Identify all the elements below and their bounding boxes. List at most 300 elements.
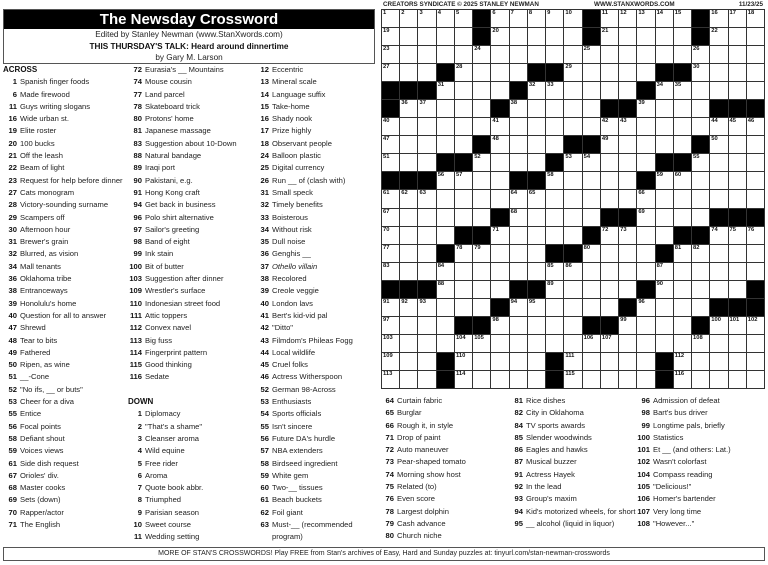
grid-cell[interactable]: [491, 172, 508, 189]
grid-cell[interactable]: [473, 64, 490, 81]
grid-cell[interactable]: [729, 64, 746, 81]
grid-cell[interactable]: [656, 28, 673, 45]
grid-cell[interactable]: [747, 353, 764, 370]
grid-cell[interactable]: [510, 118, 527, 135]
grid-cell[interactable]: [546, 227, 563, 244]
grid-cell[interactable]: [619, 281, 636, 298]
grid-cell[interactable]: [601, 353, 618, 370]
grid-cell[interactable]: [619, 154, 636, 171]
grid-cell[interactable]: [564, 100, 581, 117]
grid-cell[interactable]: [546, 10, 563, 27]
grid-cell[interactable]: [400, 335, 417, 352]
grid-cell[interactable]: [619, 118, 636, 135]
grid-cell[interactable]: [418, 299, 435, 316]
grid-cell[interactable]: [400, 154, 417, 171]
grid-cell[interactable]: [546, 136, 563, 153]
grid-cell[interactable]: [674, 335, 691, 352]
grid-cell[interactable]: [455, 335, 472, 352]
grid-cell[interactable]: [637, 227, 654, 244]
grid-cell[interactable]: [601, 299, 618, 316]
grid-cell[interactable]: [528, 371, 545, 388]
grid-cell[interactable]: [710, 227, 727, 244]
grid-cell[interactable]: [692, 281, 709, 298]
grid-cell[interactable]: [637, 46, 654, 63]
grid-cell[interactable]: [692, 245, 709, 262]
grid-cell[interactable]: [637, 64, 654, 81]
grid-cell[interactable]: [619, 46, 636, 63]
grid-cell[interactable]: [710, 136, 727, 153]
grid-cell[interactable]: [400, 299, 417, 316]
grid-cell[interactable]: [729, 245, 746, 262]
grid-cell[interactable]: [564, 190, 581, 207]
grid-cell[interactable]: [637, 209, 654, 226]
grid-cell[interactable]: [400, 245, 417, 262]
grid-cell[interactable]: [546, 172, 563, 189]
grid-cell[interactable]: [510, 335, 527, 352]
grid-cell[interactable]: [382, 317, 399, 334]
grid-cell[interactable]: [710, 28, 727, 45]
grid-cell[interactable]: [455, 136, 472, 153]
grid-cell[interactable]: [601, 82, 618, 99]
grid-cell[interactable]: [692, 172, 709, 189]
grid-cell[interactable]: [382, 64, 399, 81]
grid-cell[interactable]: [564, 209, 581, 226]
grid-cell[interactable]: [510, 371, 527, 388]
grid-cell[interactable]: [491, 64, 508, 81]
grid-cell[interactable]: [637, 136, 654, 153]
grid-cell[interactable]: [528, 335, 545, 352]
grid-cell[interactable]: [692, 335, 709, 352]
grid-cell[interactable]: [692, 100, 709, 117]
grid-cell[interactable]: [710, 10, 727, 27]
grid-cell[interactable]: [528, 245, 545, 262]
grid-cell[interactable]: [674, 353, 691, 370]
grid-cell[interactable]: [546, 190, 563, 207]
grid-cell[interactable]: [729, 10, 746, 27]
grid-cell[interactable]: [601, 190, 618, 207]
grid-cell[interactable]: [637, 245, 654, 262]
grid-cell[interactable]: [674, 281, 691, 298]
grid-cell[interactable]: [656, 263, 673, 280]
grid-cell[interactable]: [510, 227, 527, 244]
grid-cell[interactable]: [546, 281, 563, 298]
grid-cell[interactable]: [710, 371, 727, 388]
grid-cell[interactable]: [491, 46, 508, 63]
grid-cell[interactable]: [491, 263, 508, 280]
grid-cell[interactable]: [418, 245, 435, 262]
grid-cell[interactable]: [747, 118, 764, 135]
grid-cell[interactable]: [473, 118, 490, 135]
grid-cell[interactable]: [564, 154, 581, 171]
grid-cell[interactable]: [400, 100, 417, 117]
grid-cell[interactable]: [601, 335, 618, 352]
grid-cell[interactable]: [601, 245, 618, 262]
grid-cell[interactable]: [473, 245, 490, 262]
grid-cell[interactable]: [656, 209, 673, 226]
grid-cell[interactable]: [510, 190, 527, 207]
grid-cell[interactable]: [455, 209, 472, 226]
grid-cell[interactable]: [528, 209, 545, 226]
grid-cell[interactable]: [510, 46, 527, 63]
grid-cell[interactable]: [564, 172, 581, 189]
grid-cell[interactable]: [528, 317, 545, 334]
grid-cell[interactable]: [491, 353, 508, 370]
grid-cell[interactable]: [564, 317, 581, 334]
grid-cell[interactable]: [510, 299, 527, 316]
grid-cell[interactable]: [619, 28, 636, 45]
grid-cell[interactable]: [455, 245, 472, 262]
grid-cell[interactable]: [418, 353, 435, 370]
grid-cell[interactable]: [437, 227, 454, 244]
grid-cell[interactable]: [382, 299, 399, 316]
grid-cell[interactable]: [583, 245, 600, 262]
grid-cell[interactable]: [528, 299, 545, 316]
grid-cell[interactable]: [747, 227, 764, 244]
grid-cell[interactable]: [747, 136, 764, 153]
grid-cell[interactable]: [692, 299, 709, 316]
grid-cell[interactable]: [710, 245, 727, 262]
grid-cell[interactable]: [437, 28, 454, 45]
grid-cell[interactable]: [656, 299, 673, 316]
grid-cell[interactable]: [437, 118, 454, 135]
grid-cell[interactable]: [729, 172, 746, 189]
grid-cell[interactable]: [601, 10, 618, 27]
grid-cell[interactable]: [710, 190, 727, 207]
grid-cell[interactable]: [674, 245, 691, 262]
grid-cell[interactable]: [418, 335, 435, 352]
grid-cell[interactable]: [656, 190, 673, 207]
grid-cell[interactable]: [747, 154, 764, 171]
grid-cell[interactable]: [710, 281, 727, 298]
grid-cell[interactable]: [656, 46, 673, 63]
grid-cell[interactable]: [491, 82, 508, 99]
grid-cell[interactable]: [637, 317, 654, 334]
grid-cell[interactable]: [455, 118, 472, 135]
grid-cell[interactable]: [437, 100, 454, 117]
grid-cell[interactable]: [583, 335, 600, 352]
grid-cell[interactable]: [601, 154, 618, 171]
grid-cell[interactable]: [710, 82, 727, 99]
grid-cell[interactable]: [564, 299, 581, 316]
grid-cell[interactable]: [528, 263, 545, 280]
grid-cell[interactable]: [564, 64, 581, 81]
grid-cell[interactable]: [400, 136, 417, 153]
grid-cell[interactable]: [564, 353, 581, 370]
grid-cell[interactable]: [473, 46, 490, 63]
grid-cell[interactable]: [473, 281, 490, 298]
grid-cell[interactable]: [455, 299, 472, 316]
grid-cell[interactable]: [729, 335, 746, 352]
grid-cell[interactable]: [382, 371, 399, 388]
grid-cell[interactable]: [637, 28, 654, 45]
grid-cell[interactable]: [747, 190, 764, 207]
grid-cell[interactable]: [729, 28, 746, 45]
grid-cell[interactable]: [418, 371, 435, 388]
grid-cell[interactable]: [437, 209, 454, 226]
grid-cell[interactable]: [674, 136, 691, 153]
grid-cell[interactable]: [583, 154, 600, 171]
grid-cell[interactable]: [382, 263, 399, 280]
grid-cell[interactable]: [583, 190, 600, 207]
grid-cell[interactable]: [491, 28, 508, 45]
grid-cell[interactable]: [510, 28, 527, 45]
grid-cell[interactable]: [418, 263, 435, 280]
grid-cell[interactable]: [400, 118, 417, 135]
grid-cell[interactable]: [729, 82, 746, 99]
grid-cell[interactable]: [564, 10, 581, 27]
grid-cell[interactable]: [473, 172, 490, 189]
grid-cell[interactable]: [619, 353, 636, 370]
grid-cell[interactable]: [656, 82, 673, 99]
grid-cell[interactable]: [510, 245, 527, 262]
grid-cell[interactable]: [747, 28, 764, 45]
grid-cell[interactable]: [674, 371, 691, 388]
grid-cell[interactable]: [619, 317, 636, 334]
grid-cell[interactable]: [583, 299, 600, 316]
grid-cell[interactable]: [692, 154, 709, 171]
grid-cell[interactable]: [546, 263, 563, 280]
grid-cell[interactable]: [583, 46, 600, 63]
grid-cell[interactable]: [674, 82, 691, 99]
grid-cell[interactable]: [491, 136, 508, 153]
grid-cell[interactable]: [400, 209, 417, 226]
grid-cell[interactable]: [382, 209, 399, 226]
grid-cell[interactable]: [729, 46, 746, 63]
grid-cell[interactable]: [692, 82, 709, 99]
grid-cell[interactable]: [601, 118, 618, 135]
grid-cell[interactable]: [382, 118, 399, 135]
grid-cell[interactable]: [382, 190, 399, 207]
grid-cell[interactable]: [382, 136, 399, 153]
grid-cell[interactable]: [528, 227, 545, 244]
grid-cell[interactable]: [528, 28, 545, 45]
grid-cell[interactable]: [583, 100, 600, 117]
grid-cell[interactable]: [729, 190, 746, 207]
grid-cell[interactable]: [418, 317, 435, 334]
grid-cell[interactable]: [583, 82, 600, 99]
grid-cell[interactable]: [491, 245, 508, 262]
grid-cell[interactable]: [546, 46, 563, 63]
grid-cell[interactable]: [510, 10, 527, 27]
grid-cell[interactable]: [619, 82, 636, 99]
grid-cell[interactable]: [637, 263, 654, 280]
grid-cell[interactable]: [400, 263, 417, 280]
grid-cell[interactable]: [564, 263, 581, 280]
grid-cell[interactable]: [601, 263, 618, 280]
grid-cell[interactable]: [418, 46, 435, 63]
grid-cell[interactable]: [583, 371, 600, 388]
grid-cell[interactable]: [400, 28, 417, 45]
grid-cell[interactable]: [674, 172, 691, 189]
grid-cell[interactable]: [491, 118, 508, 135]
grid-cell[interactable]: [455, 82, 472, 99]
grid-cell[interactable]: [583, 353, 600, 370]
grid-cell[interactable]: [510, 64, 527, 81]
grid-cell[interactable]: [491, 281, 508, 298]
grid-cell[interactable]: [674, 46, 691, 63]
grid-cell[interactable]: [473, 263, 490, 280]
grid-cell[interactable]: [747, 10, 764, 27]
grid-cell[interactable]: [546, 335, 563, 352]
grid-cell[interactable]: [382, 154, 399, 171]
grid-cell[interactable]: [564, 335, 581, 352]
grid-cell[interactable]: [473, 353, 490, 370]
grid-cell[interactable]: [400, 371, 417, 388]
grid-cell[interactable]: [601, 28, 618, 45]
grid-cell[interactable]: [619, 371, 636, 388]
grid-cell[interactable]: [710, 335, 727, 352]
grid-cell[interactable]: [692, 353, 709, 370]
grid-cell[interactable]: [619, 245, 636, 262]
grid-cell[interactable]: [619, 263, 636, 280]
grid-cell[interactable]: [729, 371, 746, 388]
grid-cell[interactable]: [747, 46, 764, 63]
grid-cell[interactable]: [382, 353, 399, 370]
grid-cell[interactable]: [729, 136, 746, 153]
grid-cell[interactable]: [437, 335, 454, 352]
grid-cell[interactable]: [710, 118, 727, 135]
grid-cell[interactable]: [510, 100, 527, 117]
grid-cell[interactable]: [400, 64, 417, 81]
grid-cell[interactable]: [437, 46, 454, 63]
grid-cell[interactable]: [564, 46, 581, 63]
grid-cell[interactable]: [564, 281, 581, 298]
grid-cell[interactable]: [400, 46, 417, 63]
grid-cell[interactable]: [710, 46, 727, 63]
grid-cell[interactable]: [656, 100, 673, 117]
grid-cell[interactable]: [418, 154, 435, 171]
grid-cell[interactable]: [528, 118, 545, 135]
grid-cell[interactable]: [619, 64, 636, 81]
grid-cell[interactable]: [510, 154, 527, 171]
grid-cell[interactable]: [601, 172, 618, 189]
grid-cell[interactable]: [656, 317, 673, 334]
grid-cell[interactable]: [656, 136, 673, 153]
grid-cell[interactable]: [455, 28, 472, 45]
grid-cell[interactable]: [382, 227, 399, 244]
grid-cell[interactable]: [674, 10, 691, 27]
grid-cell[interactable]: [528, 100, 545, 117]
grid-cell[interactable]: [418, 118, 435, 135]
grid-cell[interactable]: [455, 353, 472, 370]
grid-cell[interactable]: [729, 154, 746, 171]
grid-cell[interactable]: [510, 136, 527, 153]
grid-cell[interactable]: [546, 118, 563, 135]
grid-cell[interactable]: [583, 172, 600, 189]
grid-cell[interactable]: [674, 100, 691, 117]
grid-cell[interactable]: [546, 28, 563, 45]
grid-cell[interactable]: [656, 118, 673, 135]
grid-cell[interactable]: [747, 371, 764, 388]
grid-cell[interactable]: [674, 28, 691, 45]
grid-cell[interactable]: [747, 263, 764, 280]
grid-cell[interactable]: [656, 281, 673, 298]
grid-cell[interactable]: [564, 82, 581, 99]
grid-cell[interactable]: [491, 371, 508, 388]
grid-cell[interactable]: [747, 245, 764, 262]
grid-cell[interactable]: [601, 227, 618, 244]
grid-cell[interactable]: [656, 10, 673, 27]
grid-cell[interactable]: [692, 371, 709, 388]
grid-cell[interactable]: [473, 299, 490, 316]
grid-cell[interactable]: [692, 190, 709, 207]
grid-cell[interactable]: [455, 281, 472, 298]
grid-cell[interactable]: [528, 82, 545, 99]
grid-cell[interactable]: [418, 227, 435, 244]
grid-cell[interactable]: [418, 190, 435, 207]
grid-cell[interactable]: [455, 46, 472, 63]
grid-cell[interactable]: [583, 263, 600, 280]
grid-cell[interactable]: [400, 317, 417, 334]
grid-cell[interactable]: [637, 10, 654, 27]
grid-cell[interactable]: [692, 64, 709, 81]
grid-cell[interactable]: [437, 299, 454, 316]
grid-cell[interactable]: [455, 64, 472, 81]
grid-cell[interactable]: [674, 209, 691, 226]
grid-cell[interactable]: [619, 190, 636, 207]
grid-cell[interactable]: [619, 10, 636, 27]
grid-cell[interactable]: [437, 190, 454, 207]
grid-cell[interactable]: [747, 82, 764, 99]
grid-cell[interactable]: [473, 190, 490, 207]
grid-cell[interactable]: [619, 172, 636, 189]
grid-cell[interactable]: [382, 335, 399, 352]
grid-cell[interactable]: [637, 118, 654, 135]
grid-cell[interactable]: [491, 335, 508, 352]
grid-cell[interactable]: [601, 64, 618, 81]
grid-cell[interactable]: [729, 281, 746, 298]
grid-cell[interactable]: [418, 64, 435, 81]
grid-cell[interactable]: [656, 172, 673, 189]
grid-cell[interactable]: [637, 299, 654, 316]
grid-cell[interactable]: [491, 154, 508, 171]
grid-cell[interactable]: [583, 118, 600, 135]
grid-cell[interactable]: [437, 136, 454, 153]
grid-cell[interactable]: [710, 64, 727, 81]
grid-cell[interactable]: [528, 10, 545, 27]
grid-cell[interactable]: [528, 353, 545, 370]
grid-cell[interactable]: [400, 190, 417, 207]
grid-cell[interactable]: [382, 245, 399, 262]
grid-cell[interactable]: [674, 263, 691, 280]
grid-cell[interactable]: [437, 82, 454, 99]
grid-cell[interactable]: [674, 190, 691, 207]
grid-cell[interactable]: [747, 317, 764, 334]
grid-cell[interactable]: [528, 154, 545, 171]
grid-cell[interactable]: [729, 118, 746, 135]
grid-cell[interactable]: [528, 190, 545, 207]
grid-cell[interactable]: [437, 10, 454, 27]
grid-cell[interactable]: [674, 299, 691, 316]
grid-cell[interactable]: [546, 82, 563, 99]
grid-cell[interactable]: [637, 353, 654, 370]
grid-cell[interactable]: [564, 227, 581, 244]
grid-cell[interactable]: [510, 209, 527, 226]
grid-cell[interactable]: [747, 172, 764, 189]
grid-cell[interactable]: [455, 371, 472, 388]
grid-cell[interactable]: [400, 353, 417, 370]
grid-cell[interactable]: [491, 10, 508, 27]
grid-cell[interactable]: [382, 28, 399, 45]
grid-cell[interactable]: [674, 118, 691, 135]
grid-cell[interactable]: [473, 209, 490, 226]
grid-cell[interactable]: [473, 154, 490, 171]
grid-cell[interactable]: [437, 172, 454, 189]
grid-cell[interactable]: [729, 227, 746, 244]
grid-cell[interactable]: [437, 317, 454, 334]
grid-cell[interactable]: [546, 317, 563, 334]
grid-cell[interactable]: [528, 46, 545, 63]
